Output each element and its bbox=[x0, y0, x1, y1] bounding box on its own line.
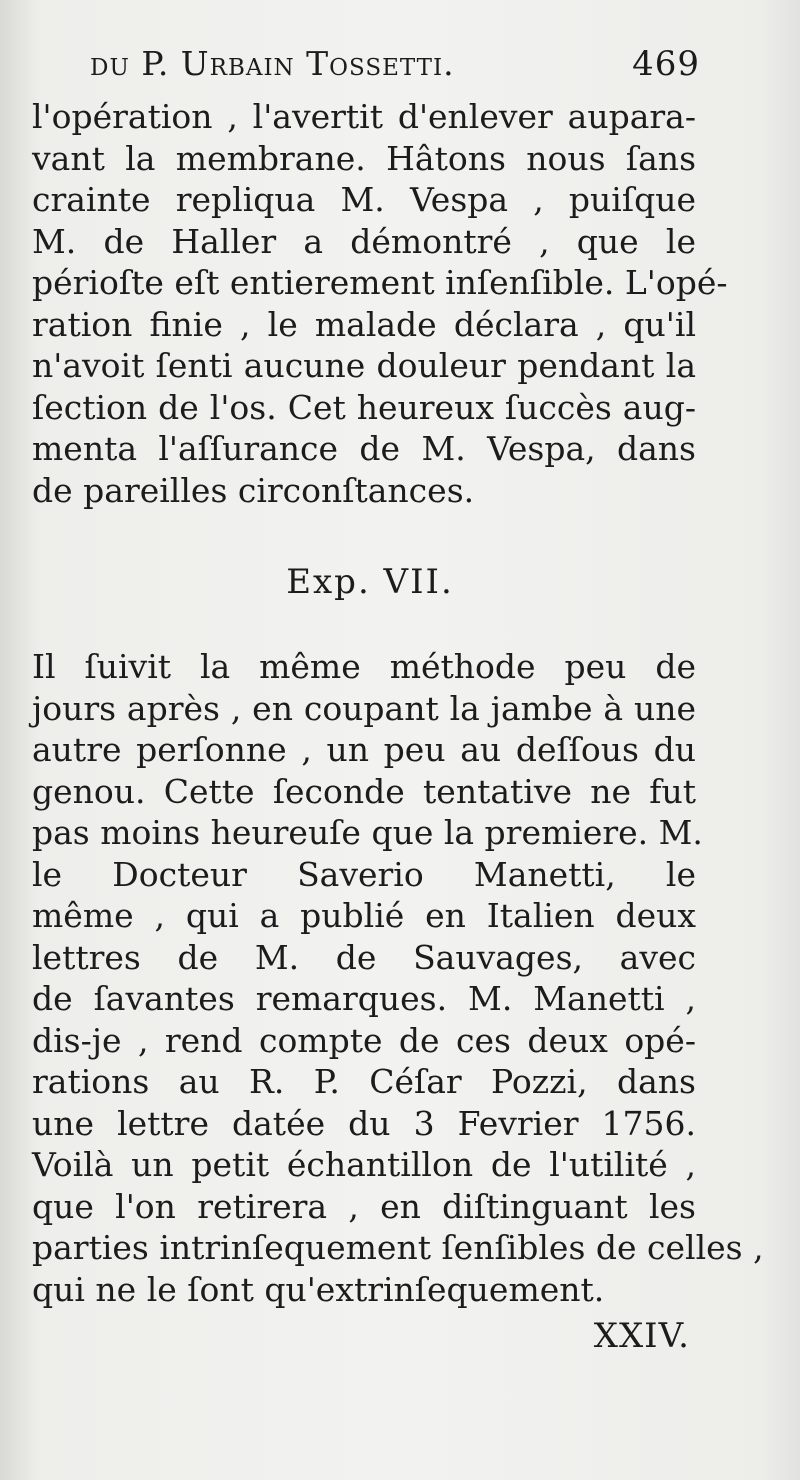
running-head: du P. Urbain Tossetti. bbox=[90, 44, 455, 83]
text-line: ration finie , le malade déclara , qu'il bbox=[32, 304, 696, 344]
text-line: menta l'aſſurance de M. Vespa, dans bbox=[32, 429, 696, 468]
text-line: que l'on retirera , en diſtinguant les bbox=[32, 1186, 696, 1226]
text-line: Il ſuivit la même méthode peu de bbox=[32, 647, 696, 686]
page-number: 469 bbox=[632, 44, 700, 84]
page-header bbox=[90, 44, 700, 94]
text-line: même , qui a publié en Italien deux bbox=[32, 896, 696, 935]
text-line: ſection de l'os. Cet heureux ſuccès aug- bbox=[32, 387, 696, 427]
text-line: n'avoit ſenti aucune douleur pendant la bbox=[32, 346, 696, 385]
text-line: une lettre datée du 3 Fevrier 1756. bbox=[32, 1103, 696, 1143]
catchword: XXIV. bbox=[593, 1316, 690, 1356]
section-heading: Exp. VII. bbox=[286, 562, 454, 602]
text-line: qui ne le ſont qu'extrinſequement. bbox=[32, 1269, 605, 1309]
text-line: périoſte eſt entierement inſenſible. L'opé- bbox=[32, 263, 728, 302]
paragraph-experiment bbox=[32, 646, 764, 1310]
text-line: lettres de M. de Sauvages, avec bbox=[32, 937, 696, 977]
text-line: de pareilles circonſtances. bbox=[32, 470, 475, 510]
text-line: genou. Cette ſeconde tentative ne fut bbox=[32, 771, 696, 811]
text-line: M. de Haller a démontré , que le bbox=[32, 221, 696, 261]
text-line: l'opération , l'avertit d'enlever aupara- bbox=[32, 97, 696, 136]
text-line: pas moins heureuſe que la premiere. M. bbox=[32, 813, 703, 852]
paragraph-continued bbox=[32, 96, 728, 511]
text-line: Voilà un petit échantillon de l'utilité , bbox=[32, 1145, 696, 1184]
text-line: parties intrinſequement ſenſibles de celles , bbox=[32, 1228, 764, 1267]
text-line: crainte repliqua M. Vespa , puiſque bbox=[32, 180, 696, 219]
text-line: vant la membrane. Hâtons nous ſans bbox=[32, 138, 696, 178]
text-line: de ſavantes remarques. M. Manetti , bbox=[32, 979, 696, 1018]
text-line: rations au R. P. Céſar Pozzi, dans bbox=[32, 1062, 696, 1101]
text-line: dis-je , rend compte de ces deux opé- bbox=[32, 1020, 696, 1060]
text-line: le Docteur Saverio Manetti, le bbox=[32, 854, 696, 894]
text-line: autre perſonne , un peu au deſſous du bbox=[32, 730, 696, 769]
text-line: jours après , en coupant la jambe à une bbox=[32, 688, 696, 728]
